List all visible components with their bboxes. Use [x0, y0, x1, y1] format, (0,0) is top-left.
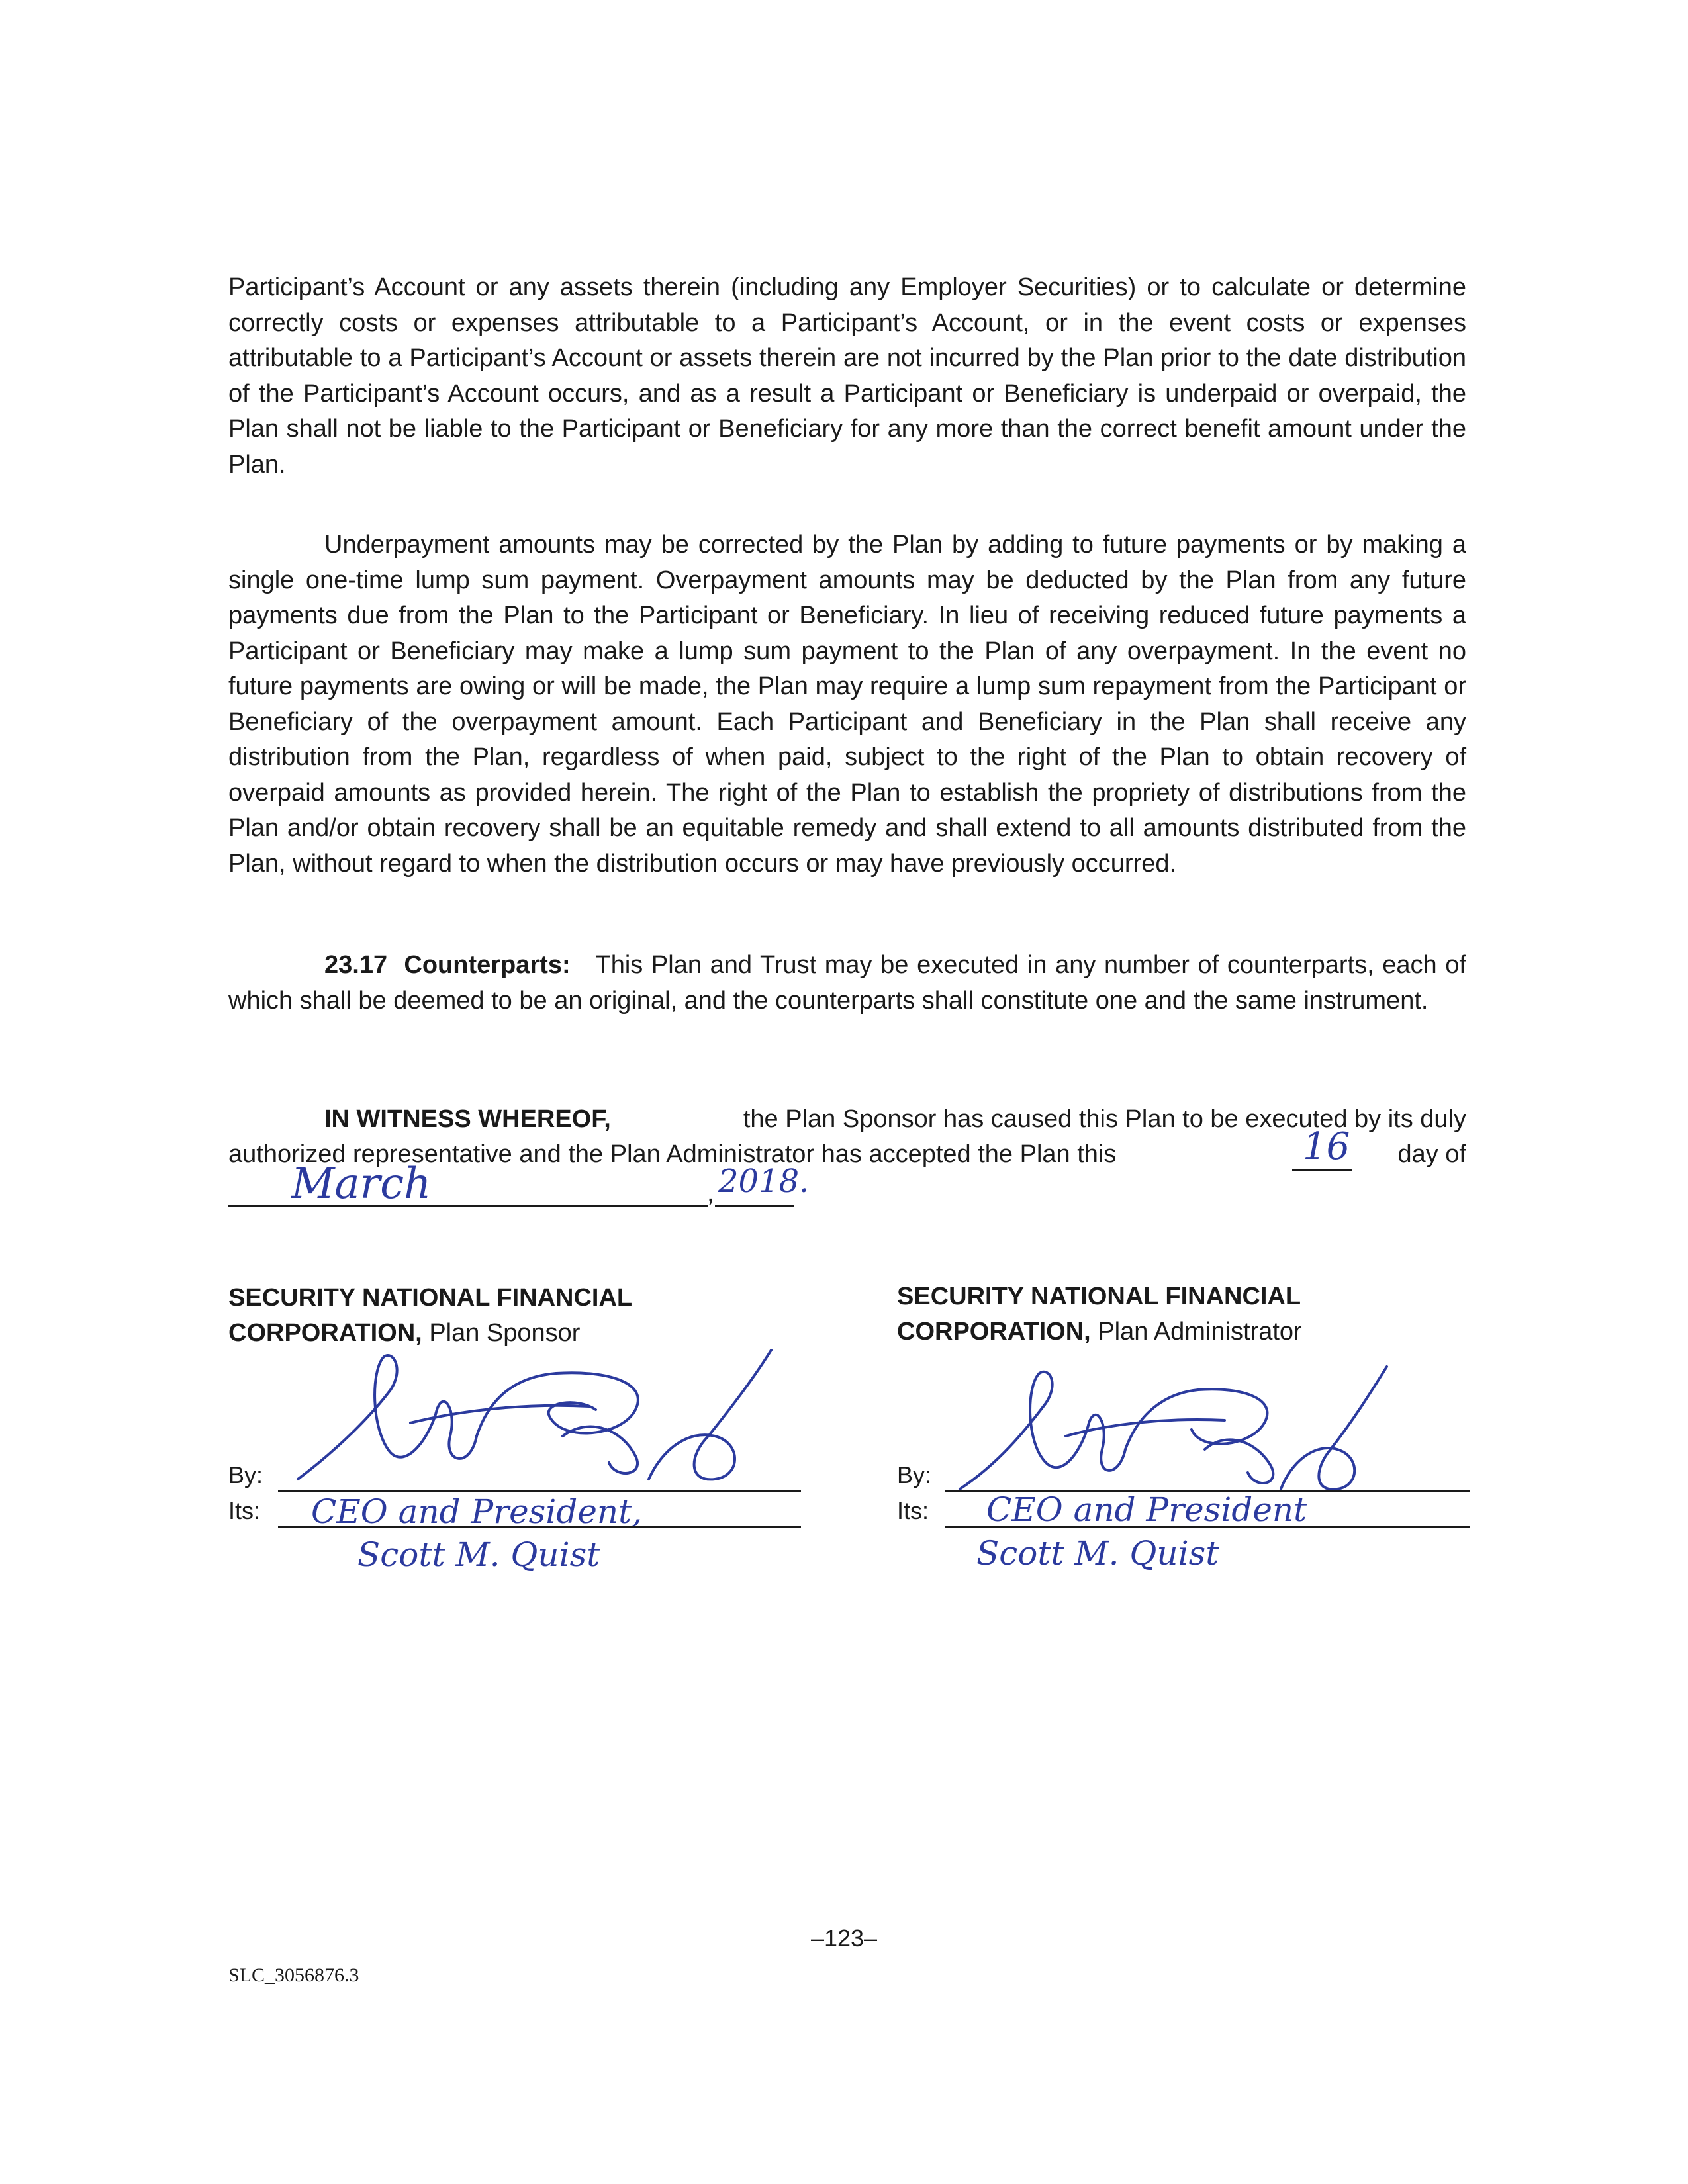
paragraph-account-liability: Participant’s Account or any assets therein (including any Employer Securities) or to calculate or determine correctly costs or expenses attributable to a Participant’s Account, or in the event costs or expenses attributable to a Participant’s Account or assets therein are not incurred by the Plan prior to the date distribution of the Participant’s Account occurs, and as a result a Participant or Beneficiary is underpaid or overpaid, the Plan shall not be liable to the Participant or Beneficiary for any more than the correct benefit amount under the Plan. [228, 273, 1466, 478]
sponsor-role: Plan Sponsor [429, 1319, 581, 1347]
section-number: 23.17 [324, 951, 388, 979]
sponsor-org-line1: SECURITY NATIONAL FINANCIAL [228, 1284, 633, 1312]
document-id: SLC_3056876.3 [228, 1964, 359, 1986]
sponsor-org-line2: CORPORATION, [228, 1319, 422, 1347]
administrator-org-line2: CORPORATION, [897, 1318, 1091, 1345]
paragraph-underpayment: Underpayment amounts may be corrected by the Plan by adding to future payments or by making a single one-time lump sum payment. Overpayment amounts may be deducted by the Plan from any future payments due from the Plan to the Participant or Beneficiary. In lieu of receiving reduced future payments a Participant or Beneficiary may make a lump sum payment to the Plan of any overpayment. In the event no future payments are owing or will be made, the Plan may require a lump sum repayment from the Participant or Beneficiary of the overpayment amount. Each Participant and Beneficiary in the Plan shall receive any distribution from the Plan, regardless of when paid, subject to the right of the Plan to obtain recovery of overpaid amounts as provided herein. The right of the Plan to establish the propriety of distributions from the Plan and/or obtain recovery shall be an equitable remedy and shall extend to all amounts distributed from the Plan, without regard to when the distribution occurs or may have previously occurred. [228, 531, 1466, 878]
sponsor-its-label: Its: [228, 1497, 261, 1524]
section-title: Counterparts: [404, 951, 571, 979]
sponsor-its-line [278, 1526, 801, 1528]
handwritten-month: March [291, 1160, 432, 1208]
witness-line1-rest: the Plan Sponsor has caused this Plan to be executed by its duly [743, 1105, 1466, 1133]
sponsor-signature-icon [278, 1337, 794, 1502]
administrator-org-line1: SECURITY NATIONAL FINANCIAL [897, 1283, 1301, 1310]
handwritten-year: 2018. [718, 1163, 810, 1200]
administrator-title-handwritten: CEO and President [986, 1490, 1307, 1529]
sponsor-name-handwritten: Scott M. Quist [357, 1535, 600, 1574]
section-text: This Plan and Trust may be executed in any number of counterparts, each of which shall be deemed to be an original, and the counterparts shall constitute one and the same instrument. [228, 951, 1466, 1015]
date-comma: , [707, 1179, 714, 1207]
witness-lead: IN WITNESS WHEREOF, [324, 1105, 611, 1133]
handwritten-day: 16 [1303, 1125, 1350, 1168]
administrator-signature-icon [947, 1357, 1397, 1506]
year-blank-line [715, 1205, 794, 1207]
section-23-17 [228, 948, 1466, 1019]
administrator-its-label: Its: [897, 1497, 929, 1524]
administrator-name-handwritten: Scott M. Quist [976, 1534, 1219, 1572]
administrator-by-label: By: [897, 1461, 932, 1488]
sponsor-by-label: By: [228, 1461, 263, 1488]
administrator-signature-block [897, 1279, 1302, 1349]
day-blank-line [1292, 1169, 1352, 1171]
administrator-role: Plan Administrator [1098, 1318, 1302, 1345]
witness-line2-text: authorized representative and the Plan Administrator has accepted the Plan this [228, 1140, 1117, 1168]
administrator-its-line [945, 1526, 1470, 1528]
sponsor-title-handwritten: CEO and President, [311, 1492, 643, 1531]
witness-line-1 [324, 1102, 1466, 1137]
page-number: –123– [810, 1925, 878, 1952]
witness-day-of: day of [1397, 1140, 1466, 1168]
